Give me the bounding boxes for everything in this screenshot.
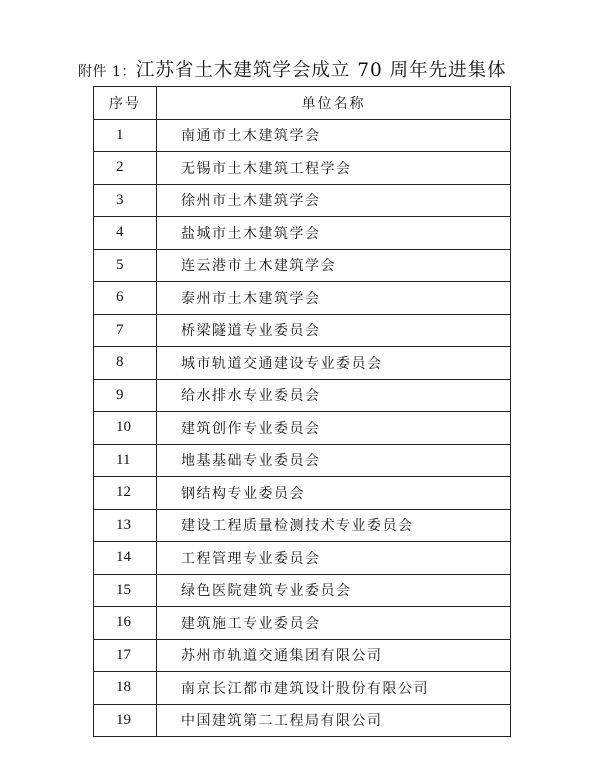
table-row	[94, 574, 511, 607]
row-number: 9	[94, 379, 157, 412]
row-unit-name: 桥梁隧道专业委员会	[157, 314, 511, 347]
table-row	[94, 704, 511, 737]
row-number: 15	[94, 574, 157, 607]
row-unit-name: 建筑创作专业委员会	[157, 412, 511, 445]
table-row	[94, 412, 511, 445]
row-number: 2	[94, 152, 157, 185]
row-number: 5	[94, 249, 157, 282]
table-row	[94, 379, 511, 412]
table-row	[94, 152, 511, 185]
row-unit-name: 连云港市土木建筑学会	[157, 249, 511, 282]
row-unit-name: 绿色医院建筑专业委员会	[157, 574, 511, 607]
table-row	[94, 282, 511, 315]
row-unit-name: 南通市土木建筑学会	[157, 119, 511, 152]
table-row	[94, 444, 511, 477]
table-row	[94, 639, 511, 672]
table-row	[94, 217, 511, 250]
row-unit-name: 无锡市土木建筑工程学会	[157, 152, 511, 185]
row-unit-name: 中国建筑第二工程局有限公司	[157, 704, 511, 737]
row-number: 14	[94, 542, 157, 575]
row-unit-name: 泰州市土木建筑学会	[157, 282, 511, 315]
table-row	[94, 314, 511, 347]
row-unit-name: 徐州市土木建筑学会	[157, 184, 511, 217]
row-number: 16	[94, 607, 157, 640]
table-row	[94, 347, 511, 380]
table-row	[94, 184, 511, 217]
page-title	[78, 56, 538, 86]
table-row	[94, 249, 511, 282]
attachment-label: 附件 1：	[78, 64, 136, 80]
table-row	[94, 477, 511, 510]
table-row	[94, 119, 511, 152]
row-unit-name: 工程管理专业委员会	[157, 542, 511, 575]
row-number: 4	[94, 217, 157, 250]
row-unit-name: 地基基础专业委员会	[157, 444, 511, 477]
row-number: 11	[94, 444, 157, 477]
table-row	[94, 607, 511, 640]
row-unit-name: 南京长江都市建筑设计股份有限公司	[157, 672, 511, 705]
table-header-row	[94, 87, 511, 120]
row-number: 12	[94, 477, 157, 510]
row-unit-name: 钢结构专业委员会	[157, 477, 511, 510]
row-number: 7	[94, 314, 157, 347]
row-number: 18	[94, 672, 157, 705]
row-number: 1	[94, 119, 157, 152]
row-number: 13	[94, 509, 157, 542]
header-number: 序号	[94, 87, 157, 120]
row-number: 19	[94, 704, 157, 737]
table-body	[94, 119, 511, 737]
row-unit-name: 盐城市土木建筑学会	[157, 217, 511, 250]
row-number: 8	[94, 347, 157, 380]
row-number: 17	[94, 639, 157, 672]
row-unit-name: 给水排水专业委员会	[157, 379, 511, 412]
row-number: 6	[94, 282, 157, 315]
table-row	[94, 672, 511, 705]
row-unit-name: 建筑施工专业委员会	[157, 607, 511, 640]
row-number: 3	[94, 184, 157, 217]
header-name: 单位名称	[157, 87, 511, 120]
row-unit-name: 苏州市轨道交通集团有限公司	[157, 639, 511, 672]
table-row	[94, 542, 511, 575]
row-unit-name: 建设工程质量检测技术专业委员会	[157, 509, 511, 542]
units-table	[93, 86, 511, 737]
row-unit-name: 城市轨道交通建设专业委员会	[157, 347, 511, 380]
row-number: 10	[94, 412, 157, 445]
table-row	[94, 509, 511, 542]
title-text: 江苏省土木建筑学会成立 70 周年先进集体	[135, 60, 507, 81]
